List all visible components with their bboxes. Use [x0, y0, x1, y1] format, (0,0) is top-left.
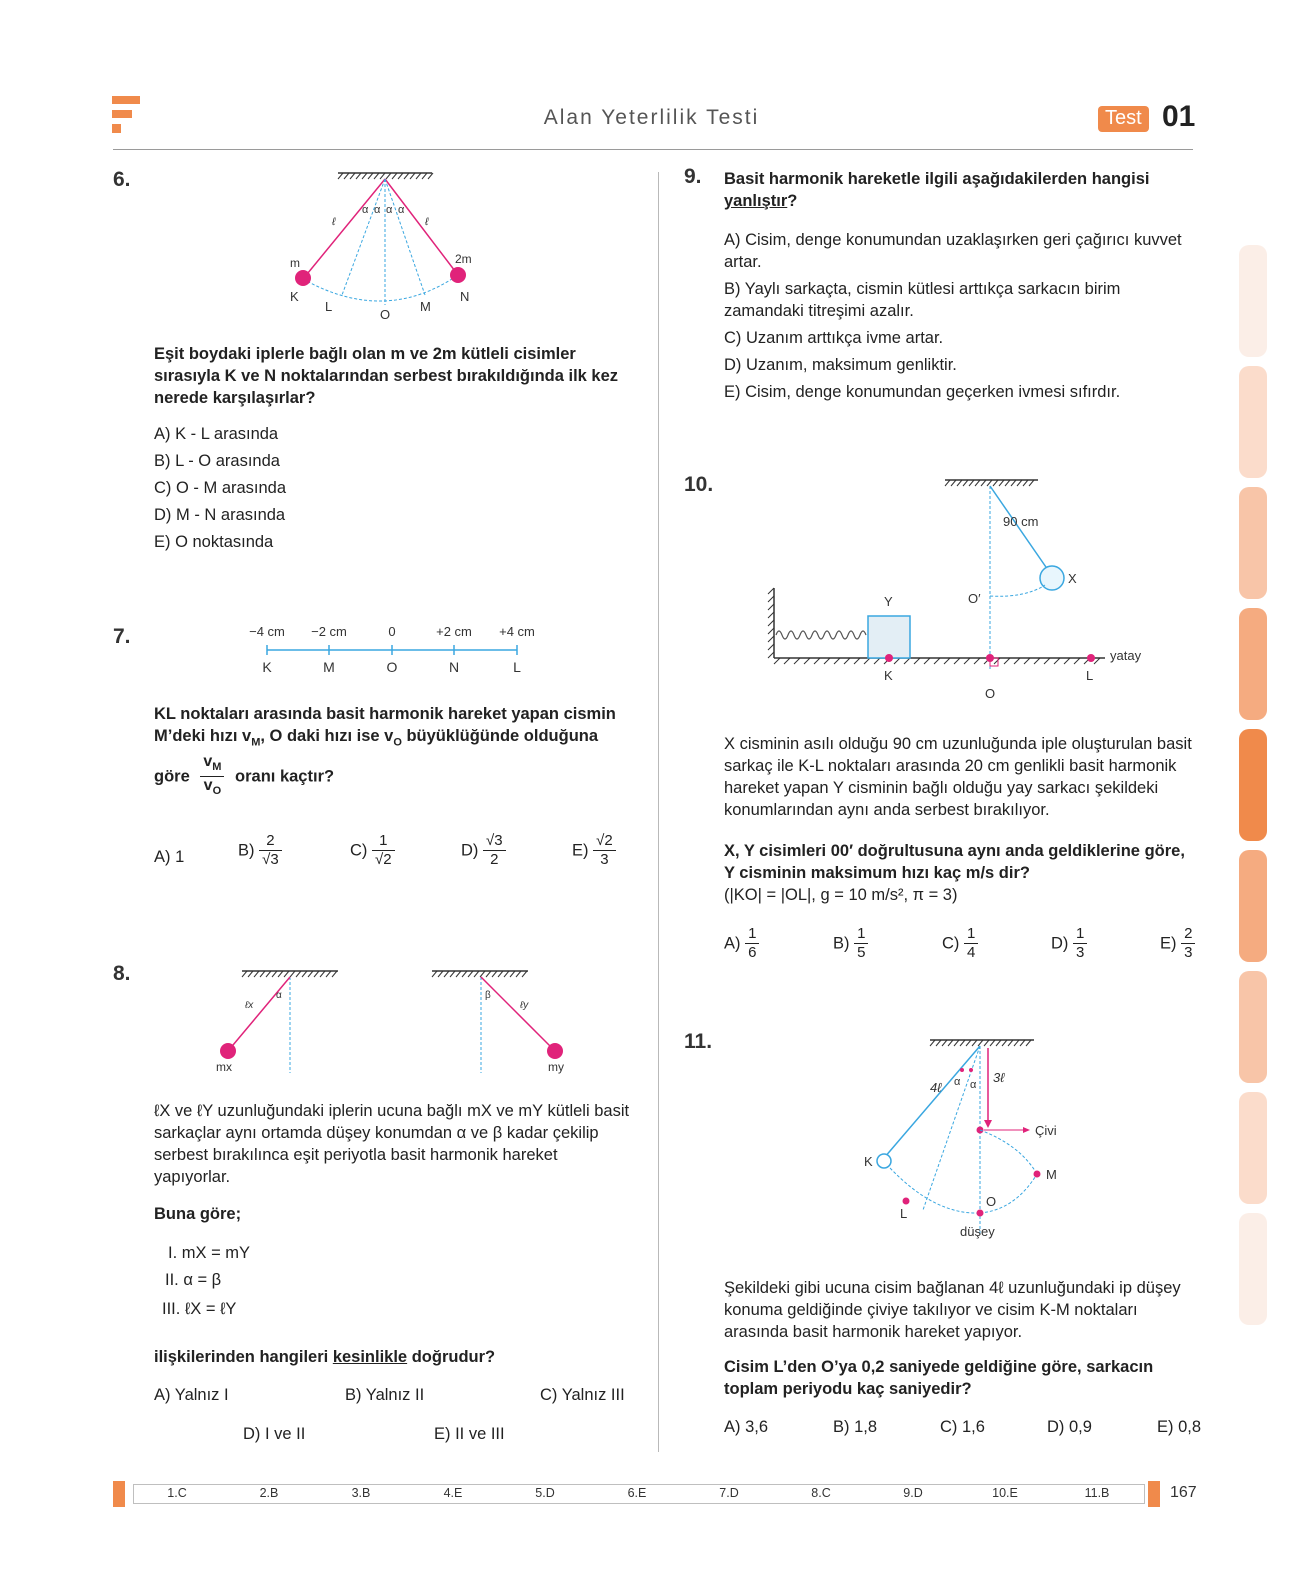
q8-question-underlined: kesinlikle	[332, 1348, 408, 1366]
q7-stem-line2	[154, 725, 634, 753]
q11-alpha-2: α	[970, 1079, 977, 1091]
q11-label-4l: 4ℓ	[930, 1080, 942, 1095]
q9-option-c[interactable]: C) Uzanım arttıkça ivme artar.	[724, 329, 944, 347]
q10-stem: X cisminin asılı olduğu 90 cm uzunluğunda iple oluşturulan basit sarkaç ile K-L noktaları arasında 20 cm genlikli basit harmonik hareket yapan Y cisminin bağlı olduğu yay sarkacı şekildeki konumlarından aynı anda serbest bırakılıyor.	[724, 735, 1192, 819]
test-number: 01	[1162, 100, 1196, 133]
q10-option-d[interactable]	[1051, 925, 1087, 962]
q7-number-line	[235, 622, 555, 682]
q11-option-d[interactable]: D) 0,9	[1047, 1418, 1092, 1436]
q11-question: Cisim L’den O’ya 0,2 saniyede geldiğine göre, sarkacın toplam periyodu kaç saniyedir?	[724, 1358, 1154, 1398]
q7-option-c-label: C)	[350, 841, 368, 860]
answer-key-10: 10.E	[992, 1486, 1018, 1500]
q8-option-e[interactable]: E) II ve III	[434, 1425, 505, 1443]
q9-option-b[interactable]: B) Yaylı sarkaçta, cismin kütlesi arttıkça sarkacın birim zamandaki titreşimi azalır.	[724, 280, 1121, 320]
q11-label-O: O	[986, 1194, 997, 1209]
q7-ratio-den: v	[203, 777, 213, 795]
q10-option-e-den: 3	[1184, 944, 1193, 961]
q8-item-3: III. ℓX = ℓY	[162, 1300, 237, 1318]
q11-label-dusey: düşey	[960, 1224, 995, 1239]
q6-alpha-4: α	[398, 204, 405, 216]
q10-option-e-label: E)	[1160, 934, 1177, 953]
q10-label-K: K	[884, 668, 893, 683]
q7-stem-3a: göre	[154, 767, 190, 786]
q9-stem-underlined: yanlıştır	[724, 192, 788, 210]
answer-key-6: 6.E	[627, 1486, 647, 1500]
q11-number: 11.	[684, 1030, 713, 1053]
q6-label-l-right: ℓ	[425, 216, 429, 228]
q6-label-2m: 2m	[455, 252, 472, 266]
q10-label-Oprime: O′	[968, 591, 981, 606]
q8-my: my	[548, 1060, 564, 1074]
q10-option-b-den: 5	[857, 944, 866, 961]
q7-tick-top-3: 0	[388, 624, 396, 639]
q7-option-d-den: 2	[490, 851, 499, 868]
q7-ratio	[200, 753, 224, 800]
q6-label-L: L	[325, 299, 333, 314]
q7-option-b[interactable]	[238, 832, 282, 869]
q10-given: (|KO| = |OL|, g = 10 m/s², π = 3)	[724, 886, 958, 904]
q10-option-c-num: 1	[964, 925, 978, 944]
q10-option-c-den: 4	[967, 944, 976, 961]
q7-number: 7.	[113, 625, 131, 648]
q8-stem: ℓX ve ℓY uzunluğundaki iplerin ucuna bağlı mX ve mY kütleli basit sarkaçlar aynı ortamda düşey konumdan α ve β kadar çekilip serbest bırakılınca eşit periyotla basit harmonik hareket yapıyorlar.	[154, 1102, 630, 1186]
q8-buna-gore: Buna göre;	[154, 1205, 242, 1223]
q7-tick-bottom-3: O	[386, 659, 398, 675]
q6-label-m: m	[290, 256, 300, 270]
q10-option-a-label: A)	[724, 934, 741, 953]
q10-option-a-num: 1	[745, 925, 759, 944]
q9-number: 9.	[684, 165, 702, 188]
q7-option-b-label: B)	[238, 841, 255, 860]
q11-label-L: L	[900, 1206, 908, 1221]
q11-label-civi: Çivi	[1035, 1123, 1057, 1138]
q11-label-M: M	[1046, 1167, 1057, 1182]
q10-option-d-num: 1	[1073, 925, 1087, 944]
q8-lx: ℓx	[245, 1000, 254, 1011]
q7-tick-bottom-2: M	[323, 659, 335, 675]
q10-spring-pendulum-figure	[760, 470, 1180, 720]
q6-label-K: K	[290, 289, 299, 304]
q7-option-c-num: 1	[372, 832, 395, 851]
q7-stem-line1: KL noktaları arasında basit harmonik hareket yapan cismin	[154, 705, 616, 723]
q7-option-e-frac	[593, 832, 616, 869]
answer-key-7: 7.D	[719, 1486, 739, 1500]
q10-option-d-frac	[1073, 925, 1087, 962]
side-tab-1	[1239, 245, 1267, 357]
q6-alpha-2: α	[374, 204, 381, 216]
q10-number: 10.	[684, 473, 714, 496]
q10-option-e-frac	[1181, 925, 1195, 962]
q9-stem-a: Basit harmonik hareketle ilgili aşağıdakilerden hangisi	[724, 170, 1150, 188]
q7-option-b-num: 2	[259, 832, 282, 851]
q8-option-a[interactable]: A) Yalnız I	[154, 1386, 229, 1404]
q10-label-yatay: yatay	[1110, 648, 1142, 663]
q8-pendulum-y-figure	[420, 963, 580, 1078]
q10-label-L: L	[1086, 668, 1094, 683]
q9-option-e[interactable]: E) Cisim, denge konumundan geçerken ivmesi sıfırdır.	[724, 383, 1121, 401]
q11-option-a[interactable]: A) 3,6	[724, 1418, 769, 1436]
q6-label-O: O	[380, 307, 391, 322]
q9-stem	[724, 168, 1198, 212]
q7-option-d-label: D)	[461, 841, 479, 860]
answer-key-4: 4.E	[443, 1486, 463, 1500]
q7-option-d[interactable]	[461, 832, 506, 869]
q7-tick-bottom-5: L	[513, 659, 521, 675]
q7-option-b-den: √3	[262, 851, 279, 868]
header-divider	[113, 149, 1193, 150]
q7-option-b-frac	[259, 832, 282, 869]
q7-ratio-den-sub: O	[212, 785, 222, 798]
q10-option-a-den: 6	[748, 944, 757, 961]
q7-tick-top-2: −2 cm	[311, 624, 347, 639]
q11-option-b[interactable]: B) 1,8	[833, 1418, 878, 1436]
q7-tick-top-5: +4 cm	[499, 624, 535, 639]
q8-option-d[interactable]: D) I ve II	[243, 1425, 306, 1443]
q11-option-c[interactable]: C) 1,6	[940, 1418, 985, 1436]
q7-stem-3b: oranı kaçtır?	[235, 767, 335, 786]
q7-option-e-den: 3	[600, 851, 609, 868]
answer-key-2: 2.B	[259, 1486, 279, 1500]
q8-number: 8.	[113, 962, 131, 985]
q8-option-b[interactable]: B) Yalnız II	[345, 1386, 425, 1404]
q8-beta: β	[485, 990, 491, 1001]
q9-stem-b: ?	[787, 192, 798, 210]
q6-label-l-left: ℓ	[332, 216, 336, 228]
q7-option-d-num: √3	[483, 832, 506, 851]
q6-label-M: M	[420, 299, 431, 314]
q7-option-e-label: E)	[572, 841, 589, 860]
q6-number: 6.	[113, 168, 131, 191]
q8-alpha: α	[276, 990, 282, 1001]
q10-option-a-frac	[745, 925, 759, 962]
answer-key-11: 11.B	[1084, 1486, 1110, 1500]
q7-stem-2a: M’deki hızı v	[154, 727, 252, 745]
column-divider	[658, 172, 659, 1452]
q8-item-1: I. mX = mY	[168, 1244, 251, 1262]
q10-option-d-label: D)	[1051, 934, 1069, 953]
q6-pendulum-figure	[270, 165, 530, 325]
q11-label-3l: 3ℓ	[993, 1070, 1005, 1085]
side-tab-3	[1239, 487, 1267, 599]
answer-key-3: 3.B	[351, 1486, 371, 1500]
q10-option-d-den: 3	[1076, 944, 1085, 961]
q9-option-d[interactable]: D) Uzanım, maksimum genliktir.	[724, 356, 957, 374]
q8-item-2: II. α = β	[165, 1271, 222, 1289]
q8-option-c[interactable]: C) Yalnız III	[540, 1386, 625, 1404]
q10-option-c-frac	[964, 925, 978, 962]
q6-stem: Eşit boydaki iplerle bağlı olan m ve 2m kütleli cisimler sırasıyla K ve N noktalarından serbest bırakıldığında ilk kez nerede karşılaşırlar?	[154, 345, 619, 407]
q7-option-e[interactable]	[572, 832, 616, 869]
q8-pendulum-x-figure	[210, 963, 350, 1078]
q7-sub-M: M	[251, 736, 261, 749]
test-badge: Test	[1098, 106, 1149, 132]
side-tab-9	[1239, 1213, 1267, 1325]
q10-question: X, Y cisimleri 00′ doğrultusuna aynı anda geldiklerine göre, Y cisminin maksimum hızı kaç m/s dir?	[724, 842, 1185, 882]
q7-tick-top-4: +2 cm	[436, 624, 472, 639]
q7-option-c-den: √2	[375, 851, 392, 868]
q6-alpha-3: α	[386, 204, 393, 216]
q8-question-b: doğrudur?	[407, 1348, 496, 1366]
q7-sub-O: O	[393, 736, 402, 749]
q7-tick-top-1: −4 cm	[249, 624, 285, 639]
q8-question-a: ilişkilerinden hangileri	[154, 1348, 333, 1366]
footer-bar-left	[113, 1481, 125, 1507]
q10-option-b-num: 1	[854, 925, 868, 944]
q10-option-b-label: B)	[833, 934, 850, 953]
q8-question	[154, 1346, 495, 1368]
footer-bar-right	[1148, 1481, 1160, 1507]
q7-stem-line3	[154, 753, 334, 800]
q7-option-c[interactable]	[350, 832, 395, 869]
q7-option-c-frac	[372, 832, 395, 869]
q9-option-a[interactable]: A) Cisim, denge konumundan uzaklaşırken geri çağırıcı kuvvet artar.	[724, 231, 1182, 271]
q6-alpha-1: α	[362, 204, 369, 216]
side-tab-4	[1239, 608, 1267, 720]
q10-label-O: O	[985, 686, 996, 701]
q10-label-X: X	[1068, 571, 1077, 586]
q6-option-d[interactable]: D) M - N arasında	[154, 506, 286, 524]
answer-key-8: 8.C	[811, 1486, 831, 1500]
q6-option-a[interactable]: A) K - L arasında	[154, 425, 279, 443]
q10-option-c-label: C)	[942, 934, 960, 953]
q7-tick-bottom-1: K	[262, 659, 272, 675]
q10-option-b[interactable]	[833, 925, 868, 962]
q7-option-a-label: A) 1	[154, 848, 185, 866]
page-header-title: Alan Yeterlilik Testi	[543, 106, 760, 129]
q10-option-c[interactable]	[942, 925, 978, 962]
q10-length-label: 90 cm	[1003, 514, 1039, 529]
q7-option-e-num: √2	[593, 832, 616, 851]
q11-alpha-1: α	[954, 1076, 961, 1088]
q8-ly: ℓy	[520, 1000, 529, 1011]
q10-option-a[interactable]	[724, 925, 759, 962]
answer-key-5: 5.D	[535, 1486, 555, 1500]
q7-ratio-num-sub: M	[212, 761, 222, 774]
q6-option-b[interactable]: B) L - O arasında	[154, 452, 280, 470]
page-number: 167	[1170, 1484, 1197, 1501]
side-tab-5	[1239, 729, 1267, 841]
side-tab-6	[1239, 850, 1267, 962]
q6-option-c[interactable]: C) O - M arasında	[154, 479, 287, 497]
side-tab-7	[1239, 971, 1267, 1083]
q7-tick-bottom-4: N	[448, 659, 460, 675]
q6-option-e[interactable]: E) O noktasında	[154, 533, 274, 551]
q10-option-e[interactable]	[1160, 925, 1195, 962]
side-tab-2	[1239, 366, 1267, 478]
q6-label-N: N	[460, 289, 470, 304]
q7-option-d-frac	[483, 832, 506, 869]
side-tab-8	[1239, 1092, 1267, 1204]
q11-label-K: K	[864, 1154, 873, 1169]
q11-stem: Şekildeki gibi ucuna cisim bağlanan 4ℓ uzunluğundaki ip düşey konuma geldiğinde çiviye takılıyor ve cisim K-M noktaları arasında basit harmonik hareket yapıyor.	[724, 1279, 1181, 1341]
q7-stem-2c: büyüklüğünde olduğuna	[401, 727, 599, 745]
answer-key-9: 9.D	[903, 1486, 923, 1500]
q10-option-b-frac	[854, 925, 868, 962]
q10-label-Y: Y	[884, 594, 893, 609]
q8-mx: mx	[216, 1060, 232, 1074]
q10-option-e-num: 2	[1181, 925, 1195, 944]
q11-option-e[interactable]: E) 0,8	[1157, 1418, 1202, 1436]
answer-key-1: 1.C	[167, 1486, 187, 1500]
q7-stem-2b: , O daki hızı ise v	[260, 727, 394, 745]
q11-nail-pendulum-figure	[860, 1030, 1100, 1270]
q7-option-a[interactable]	[154, 846, 184, 868]
q7-ratio-num: v	[203, 753, 213, 770]
